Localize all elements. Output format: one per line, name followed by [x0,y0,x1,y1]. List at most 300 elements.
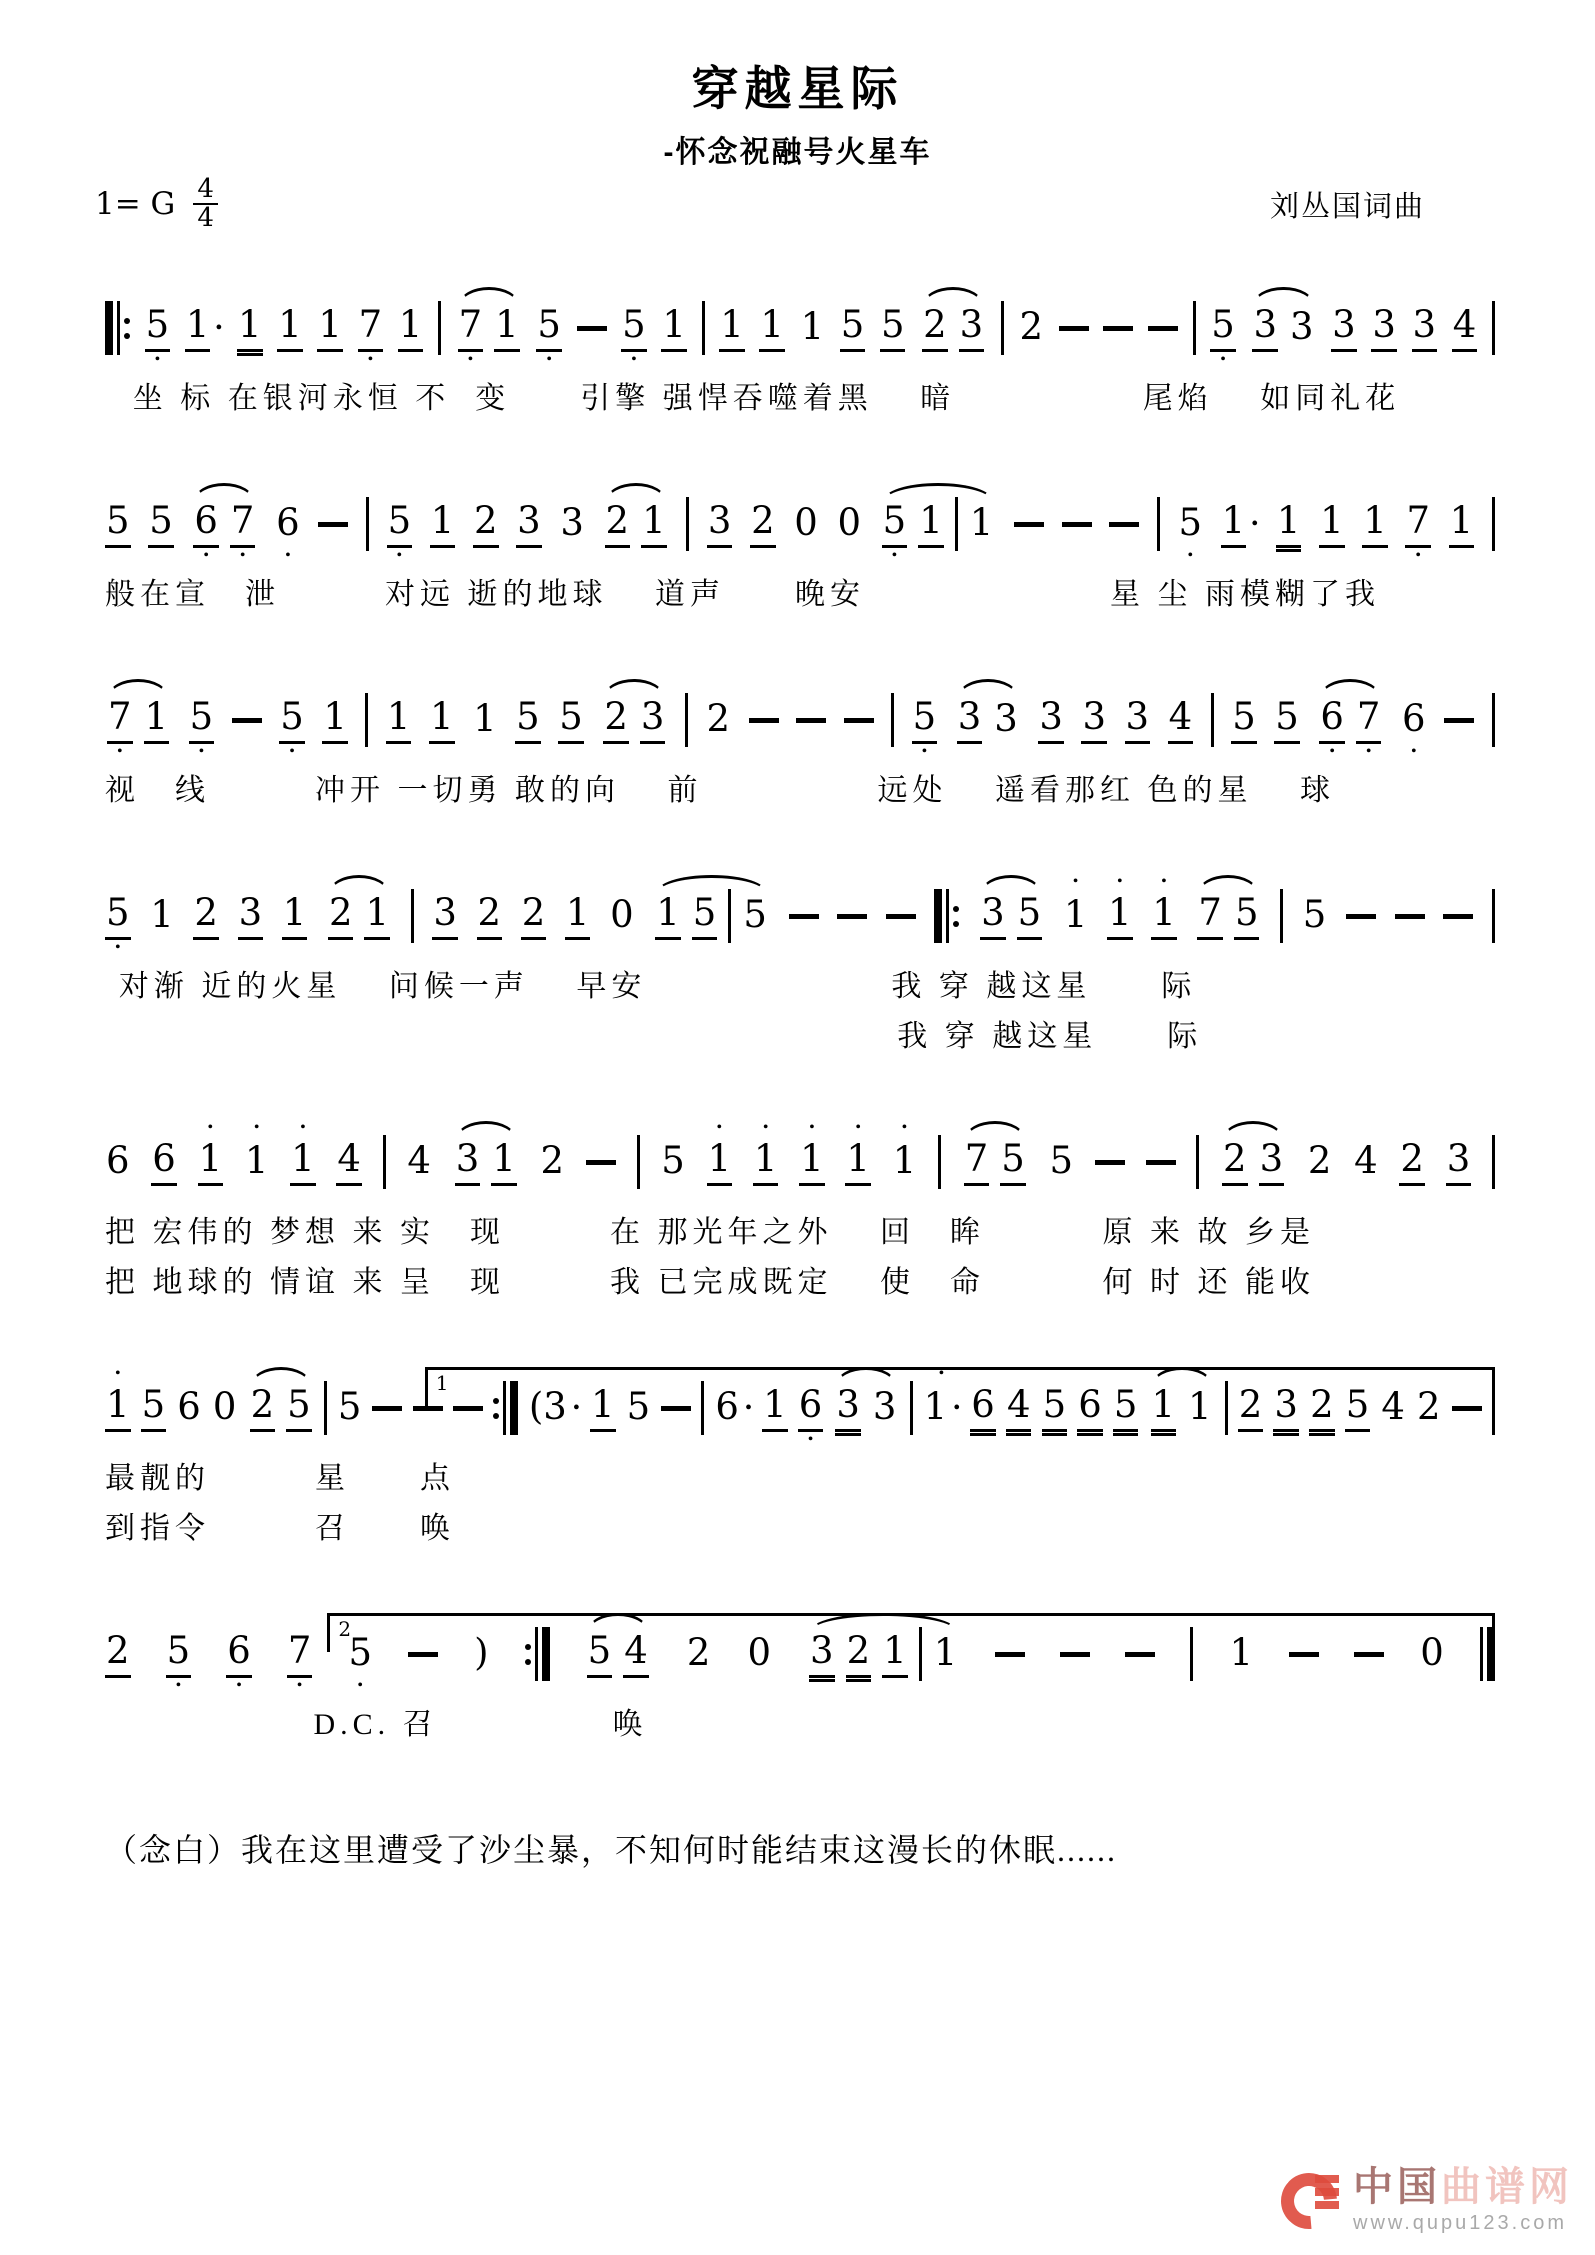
duration-dash [886,875,916,957]
song-subtitle: -怀念祝融号火星车 [663,136,932,169]
note-number: 1 [494,304,520,352]
note-token [193,875,219,957]
token-body [1492,1137,1495,1187]
token-body [430,499,456,549]
token-body [641,499,667,549]
key-text: 1= G [95,186,176,222]
note-number: 3 [1446,1138,1472,1186]
note-token [1151,875,1177,957]
logo-bars-shape [1315,2175,1339,2209]
duration-dash [232,679,262,761]
note-token [166,1613,192,1695]
note-number: 3 [835,1384,861,1432]
token-body [692,891,718,941]
notes-row [105,679,1495,761]
note-token [1107,875,1133,957]
note-number: 5 [558,696,584,744]
bar-thin [1280,889,1283,943]
note-token [1401,679,1427,761]
token-body [719,303,745,353]
note-token [455,1121,481,1203]
note-number: 3 [1289,304,1314,348]
dash-bar [577,326,607,331]
token-body [1419,1629,1445,1679]
token-body [438,303,441,353]
note-token [800,287,826,369]
note-number: 2 [473,500,499,548]
lyrics-row-1: D.C. 召 唤 [313,1708,648,1741]
note-token [141,1367,167,1449]
dash-bar [408,1652,438,1657]
bar-thin [366,497,369,551]
token-body [845,1137,871,1187]
note-number: 2 [1416,1384,1441,1428]
token-body [1492,695,1495,745]
note-token [250,1367,276,1449]
note-number: 6 [226,1630,252,1678]
note-number: 1 [277,304,303,352]
note-number: 5 [1178,500,1203,544]
barline [1280,875,1283,957]
note-token [364,875,390,957]
note-token [176,1367,202,1449]
token-body [1289,303,1315,353]
note-number: 5 [105,500,131,548]
token-body [148,499,174,549]
octave-dot-below: • [239,547,246,564]
token-body [800,303,826,353]
barline [1492,875,1495,957]
note-number: 2 [1222,1138,1248,1186]
token-body [955,499,958,549]
note-number: 0 [837,500,861,544]
note-token [1412,287,1438,369]
note-number: 1 [1151,892,1177,940]
note-number: 5 [692,892,718,940]
note-number: 3 [980,892,1006,940]
barline [702,287,705,369]
music-system-1 [105,287,1495,419]
note-token [640,679,666,761]
dash-bar [789,914,819,919]
note-number: 1 [237,304,263,352]
bar-thin [438,301,441,355]
note-number: 5 [880,304,906,352]
dash-bar [232,718,262,723]
note-token [621,287,647,369]
dash-bar [886,914,916,919]
token-body [759,303,785,353]
note-token [1319,483,1345,565]
note-token [959,287,985,369]
token-body [387,499,413,549]
composer-credit: 刘丛国词曲 [1269,190,1425,223]
token-body [586,1137,616,1187]
note-token [1049,1121,1075,1203]
token-body [398,303,424,353]
note-number: 3 [959,304,985,352]
note-number: 1 [244,1138,269,1182]
token-body [105,499,131,549]
slur-group [453,1121,519,1203]
token-body [655,891,681,941]
octave-dot-below: • [921,743,928,760]
note-number: 1 [655,892,681,940]
bar-thin [1001,301,1004,355]
barline [686,483,689,565]
token-body [429,695,455,745]
token-body [166,1629,192,1679]
token-body [411,891,414,941]
token-body [151,1137,177,1187]
lyrics-row-1: 最靓的 星 点 [105,1462,455,1495]
octave-dot-above: • [762,1119,769,1136]
note-token [660,1121,686,1203]
note-number: 5 [148,500,174,548]
duration-dash [749,679,779,761]
token-body [1276,499,1302,549]
duration-dash [837,875,867,957]
note-number: 1 [105,1384,131,1432]
token-body [882,1629,908,1679]
bar-thin [1492,1135,1495,1189]
music-system-7 [105,1613,1495,1745]
note-number: 5 [626,1384,651,1428]
barline [1492,1121,1495,1203]
note-token [328,875,354,957]
token-body [969,499,995,549]
barline [728,875,731,957]
slur-group [807,1613,960,1695]
note-token [472,679,498,761]
note-number: 4 [1381,1384,1405,1428]
slur-group [833,1367,899,1449]
note-token [933,1613,959,1695]
note-token [1353,1121,1379,1203]
token-body [980,891,1006,941]
duration-dash [1059,287,1089,369]
note-number: 2 [1307,1138,1332,1182]
duration-dash [1443,875,1473,957]
octave-dot-above: • [253,1119,260,1136]
note-number: ) [474,1630,489,1674]
token-body [1371,303,1397,353]
duration-dash [1346,875,1376,957]
dash-bar [1289,1652,1319,1657]
score-meta [0,171,1595,231]
token-body [366,499,369,549]
octave-dot-below: • [1220,351,1226,368]
note-number: 2 [1309,1384,1335,1432]
note-token [1276,483,1302,565]
token-body [290,1137,316,1187]
note-token [105,1367,131,1449]
token-body [250,1383,276,1433]
duration-dash [1444,679,1474,761]
octave-dot-above: • [809,1119,815,1136]
token-body [347,1629,373,1679]
note-number: 1 [759,304,785,352]
note-token [336,1121,362,1203]
duration-dash [789,875,819,957]
bar-thin [1492,693,1495,747]
token-body [275,499,301,549]
note-token [793,483,819,565]
token-body [282,891,308,941]
note-token [494,287,520,369]
lyrics-row-2: 把 地球的 情谊 来 呈 现 我 已完成既定 使 命 何 时 还 能收 [105,1266,1315,1299]
token-body [603,695,629,745]
octave-dot-below: • [175,1677,182,1694]
token-body [605,499,631,549]
octave-dot-below: • [285,547,291,564]
token-body [1059,303,1089,353]
repeat-begin-sign [105,287,130,369]
token-body [1197,891,1223,941]
note-token [872,1367,898,1449]
note-number: 1 [386,696,412,744]
octave-dot-below: • [807,1431,814,1448]
note-token [105,1613,131,1695]
token-body [1148,303,1178,353]
octave-dot-above: • [114,1365,121,1382]
token-body [844,695,874,745]
note-token [1449,483,1475,565]
octave-dot-below: • [1410,743,1417,760]
note-token [558,679,584,761]
token-body [835,1383,861,1433]
dash-bar [413,1406,443,1411]
bar-thin [938,1135,941,1189]
token-body [277,303,303,353]
note-token [491,1121,517,1203]
note-number: 3 [1125,696,1151,744]
note-token [230,483,256,565]
lyrics-row-2: 我 穿 越这星 际 [897,1020,1203,1053]
note-number: 2 [105,1630,131,1678]
barline [891,679,894,761]
music-system-4 [105,875,1495,1057]
token-body [1380,1383,1406,1433]
note-number: 3 [455,1138,481,1186]
token-body [144,695,170,745]
note-number: (3 [528,1384,567,1428]
note-number: 1 [473,696,497,740]
note-number: 5 [387,500,413,548]
octave-dot-below: • [891,547,898,564]
token-body [287,1629,313,1679]
token-body [1395,891,1425,941]
key-signature [95,174,218,233]
augmentation-dot: • [953,1397,961,1419]
note-token [840,287,866,369]
augmentation-dot: • [1251,513,1259,535]
octave-dot-below: • [546,351,552,368]
note-token [516,483,542,565]
token-body [922,303,948,353]
token-body [577,303,607,353]
token-body [912,695,938,745]
note-token [980,875,1006,957]
token-body [809,1629,835,1679]
note-number: 2 [521,892,547,940]
octave-dot-below: • [467,351,474,368]
slur-group [248,1367,314,1449]
token-body [882,499,908,549]
note-number: 5 [882,500,908,548]
octave-dot-below: • [114,939,121,956]
note-token [149,875,175,957]
note-number: 1 [144,696,170,744]
note-number: 3 [872,1384,897,1428]
dash-bar [661,1406,691,1411]
token-body [661,303,687,353]
token-body [230,499,256,549]
token-body [964,1137,990,1187]
note-number: 5 [1210,304,1236,352]
note-number: 5 [840,304,866,352]
duration-dash [844,679,874,761]
slur-group [326,875,392,957]
token-body [516,499,542,549]
note-number: 5 [1234,892,1260,940]
music-system-5 [105,1121,1495,1303]
token-body [1081,695,1107,745]
slur-group [1250,287,1316,369]
note-number: 5 [661,1138,685,1182]
note-number: 7 [1197,892,1223,940]
note-number: 3 [1038,696,1064,744]
token-body [742,891,768,941]
token-body [322,695,348,745]
token-body [324,1383,327,1433]
token-body [993,695,1019,745]
token-body [364,891,390,941]
octave-dot-below: • [1415,547,1422,564]
slur-group [920,287,986,369]
note-number: 5 [912,696,938,744]
barline [365,679,368,761]
note-number: 0 [794,500,818,544]
note-token [845,1121,871,1203]
token-body [1006,1383,1032,1433]
note-token [661,287,687,369]
token-body [406,1137,432,1187]
token-body [938,1137,941,1187]
note-number: 1 [1229,1630,1254,1674]
token-body [328,891,354,941]
token-body [837,891,867,941]
token-body [840,303,866,353]
note-number: 1 [150,892,174,936]
token-body [279,695,305,745]
note-token [623,1613,649,1695]
note-token [279,679,305,761]
note-number: 5 [1231,696,1257,744]
token-body [1331,303,1357,353]
note-token [105,875,131,957]
duration-dash [1095,1121,1125,1203]
note-token [145,287,171,369]
dash-bar [1452,1406,1482,1411]
barline [1196,1121,1199,1203]
slur-group [603,483,669,565]
note-token [432,875,458,957]
token-body [1157,499,1160,549]
note-token [1371,287,1397,369]
duration-dash [1109,483,1139,565]
note-number: 1 [1362,500,1388,548]
token-body [1193,303,1196,353]
token-body [1309,1383,1335,1433]
note-token [1307,1121,1333,1203]
octave-dot-above: • [300,1119,306,1136]
token-body [558,695,584,745]
token-body [317,303,343,353]
note-token [286,1367,312,1449]
note-number: 5 [1017,892,1043,940]
note-token [1356,679,1382,761]
barline [685,679,688,761]
note-number: 7 [1356,696,1382,744]
repeat-begin-sign [934,875,959,957]
token-body [1113,1383,1139,1433]
dash-bar [1443,914,1473,919]
token-body [105,303,130,353]
note-token [275,483,301,565]
note-number: 6 [1077,1384,1103,1432]
barline [1211,679,1214,761]
meter-denominator: 4 [193,203,218,231]
token-body [880,303,906,353]
bar-thin [702,301,705,355]
token-body [637,1137,640,1187]
token-body [1362,499,1388,549]
token-body [846,1629,872,1679]
token-body [705,695,731,745]
note-token [458,287,484,369]
token-body [1280,891,1283,941]
note-token [193,483,219,565]
note-token [358,287,384,369]
note-token [1452,287,1478,369]
token-body [141,1383,167,1433]
note-token [1177,483,1203,565]
token-body [1446,1137,1472,1187]
note-number: 4 [1452,304,1478,352]
note-number: 2 [846,1630,872,1678]
duration-dash [1146,1121,1176,1203]
note-number: 1 [1107,892,1133,940]
token-body [587,1629,613,1679]
note-token [912,679,938,761]
barline [637,1121,640,1203]
octave-dot-below: • [631,351,637,368]
token-body [286,1383,312,1433]
note-number: 4 [1354,1138,1378,1182]
note-token [398,287,424,369]
note-number: 1 [918,500,944,548]
token-body [1412,303,1438,353]
note-token [707,483,733,565]
note-number: 5 [141,1384,167,1432]
note-token [1405,483,1431,565]
bar-thin [1211,693,1214,747]
note-token [559,483,585,565]
song-title: 穿越星际 [691,62,904,115]
note-token [641,483,667,565]
note-token [148,483,174,565]
